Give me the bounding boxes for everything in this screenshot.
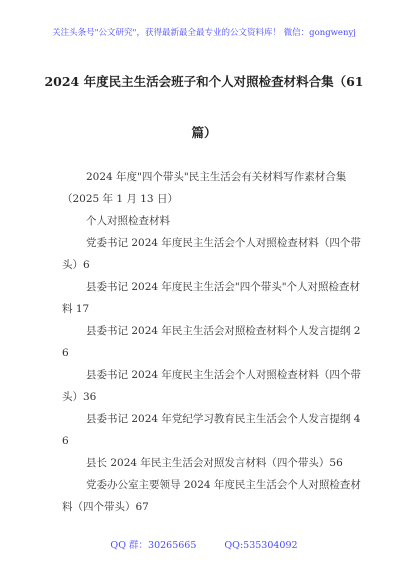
toc-item: 县委书记 2024 年度民主生活会个人对照检查材料（四个带头）36 xyxy=(62,369,361,403)
document-title-continued: 篇） xyxy=(191,125,217,140)
footer-contact xyxy=(0,537,408,551)
table-of-contents xyxy=(62,166,362,518)
toc-item: 县委书记 2024 年民主生活会对照检查材料个人发言提纲 26 xyxy=(62,325,361,359)
toc-item: 县委书记 2024 年度民主生活会"四个带头"个人对照检查材料 17 xyxy=(62,281,361,315)
toc-item: 党委办公室主要领导 2024 年度民主生活会个人对照检查材料（四个带头）67 xyxy=(62,479,361,513)
document-title: 2024 年度民主生活会班子和个人对照检查材料合集（61 xyxy=(44,74,364,89)
toc-item: 县长 2024 年民主生活会对照发言材料（四个带头）56 xyxy=(86,457,343,469)
toc-item: 县委书记 2024 年党纪学习教育民主生活会个人发言提纲 46 xyxy=(62,413,361,447)
footer-qq: QQ:535304092 xyxy=(224,540,298,551)
toc-item: 党委书记 2024 年度民主生活会个人对照检查材料（四个带头）6 xyxy=(62,237,361,271)
toc-item: 个人对照检查材料 xyxy=(86,215,170,227)
footer-qq-group: QQ 群：30265665 xyxy=(110,540,197,551)
toc-item: 2024 年度"四个带头"民主生活会有关材料写作素材合集（2025 年 1 月 13 日） xyxy=(62,171,347,205)
header-note: 关注头条号"公文研究"，获得最新最全最专业的公文资料库！ 微信：gongwenyj xyxy=(52,28,356,38)
